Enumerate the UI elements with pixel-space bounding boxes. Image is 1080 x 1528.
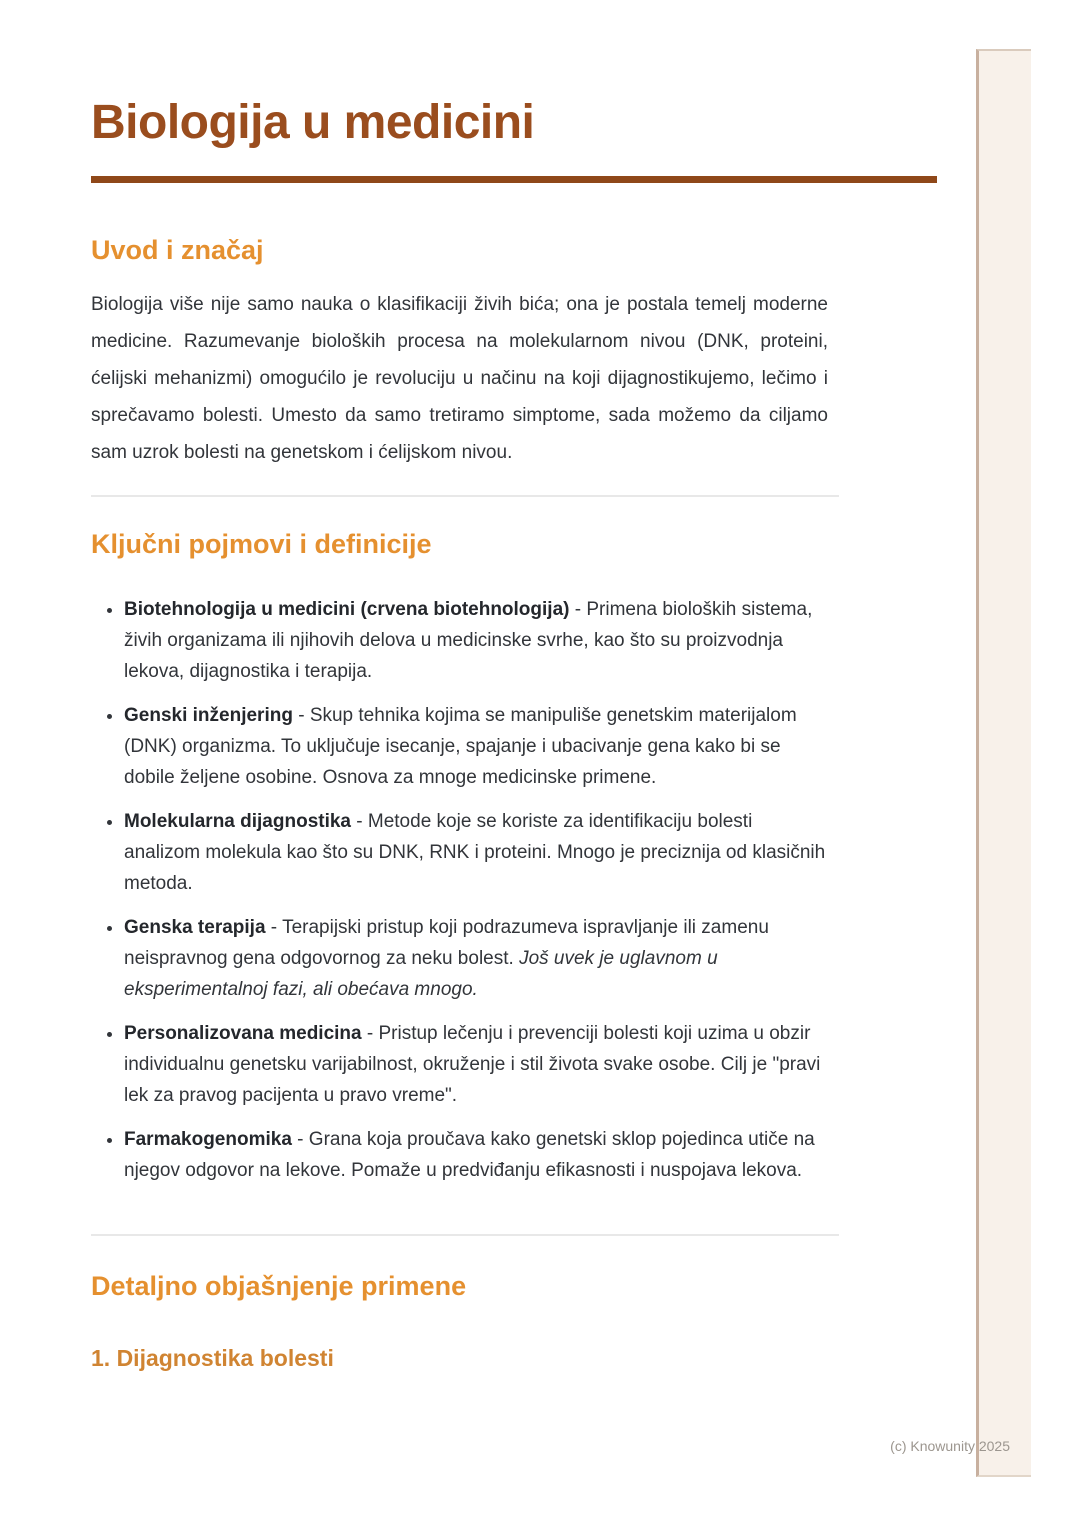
term-definition: - Metode koje se koriste za identifikaciju bolesti analizom molekula kao što su DNK, RNK i proteini. Mnogo je preciznija od klasičnih metoda. — [124, 810, 826, 894]
details-subheading: 1. Dijagnostika bolesti — [91, 1344, 334, 1371]
document-header — [91, 97, 937, 183]
details-heading: Detaljno objašnjenje primene — [91, 1270, 467, 1301]
title-underline-rule — [91, 176, 937, 183]
term-label: Genska terapija — [124, 916, 266, 938]
intro-paragraph: Biologija više nije samo nauka o klasifikaciji živih bića; ona je postala temelj moderne medicine. Razumevanje bioloških procesa na molekularnom nivou (DNK, proteini, ćelijski mehanizmi) omogućilo je revoluciju u načinu na koji dijagnostikujemo, lečimo i sprečavamo bolesti. Umesto da samo tretiramo simptome, sada možemo da ciljamo sam uzrok bolesti na genetskom i ćelijskom nivou. — [91, 293, 828, 463]
section-details — [91, 1271, 937, 1372]
section-key-terms — [91, 529, 937, 1186]
term-label: Genski inženjering — [124, 704, 293, 726]
list-item — [124, 594, 828, 687]
term-definition: - Skup tehnika kojima se manipuliše genetskim materijalom (DNK) organizma. To uključuje isecanje, spajanje i ubacivanje gena kako bi se dobile željene osobine. Osnova za mnoge medicinske primene. — [124, 704, 797, 788]
list-item — [124, 806, 828, 899]
section-intro — [91, 235, 937, 471]
page-edge-strip — [976, 49, 1031, 1477]
list-item — [124, 912, 828, 1005]
term-label: Personalizovana medicina — [124, 1022, 362, 1044]
page-title: Biologija u medicini — [91, 96, 535, 149]
term-definition: - Terapijski pristup koji podrazumeva ispravljanje ili zamenu neispravnog gena odgovornog za neku bolest. — [124, 916, 769, 969]
term-definition: - Grana koja proučava kako genetski sklop pojedinca utiče na njegov odgovor na lekove. Pomaže u predviđanju efikasnosti i nuspojava lekova. — [124, 1128, 815, 1181]
term-note: Još uvek je uglavnom u eksperimentalnoj fazi, ali obećava mnogo. — [124, 947, 718, 1000]
list-item — [124, 700, 828, 793]
terms-list — [91, 594, 828, 1186]
intro-heading: Uvod i značaj — [91, 234, 264, 265]
section-divider — [91, 1234, 839, 1236]
term-definition: - Primena bioloških sistema, živih organizama ili njihovih delova u medicinske svrhe, kao što su proizvodnja lekova, dijagnostika i terapija. — [124, 598, 813, 682]
term-label: Molekularna dijagnostika — [124, 810, 351, 832]
terms-heading: Ključni pojmovi i definicije — [91, 528, 432, 559]
copyright-footer: (c) Knowunity 2025 — [890, 1438, 1010, 1454]
term-label: Farmakogenomika — [124, 1128, 292, 1150]
term-label: Biotehnologija u medicini (crvena biotehnologija) — [124, 598, 570, 620]
section-divider — [91, 495, 839, 497]
list-item — [124, 1124, 828, 1186]
term-definition: - Pristup lečenju i prevenciji bolesti koji uzima u obzir individualnu genetsku varijabilnost, okruženje i stil života svake osobe. Cilj je "pravi lek za pravog pacijenta u pravo vreme". — [124, 1022, 821, 1106]
list-item — [124, 1018, 828, 1111]
